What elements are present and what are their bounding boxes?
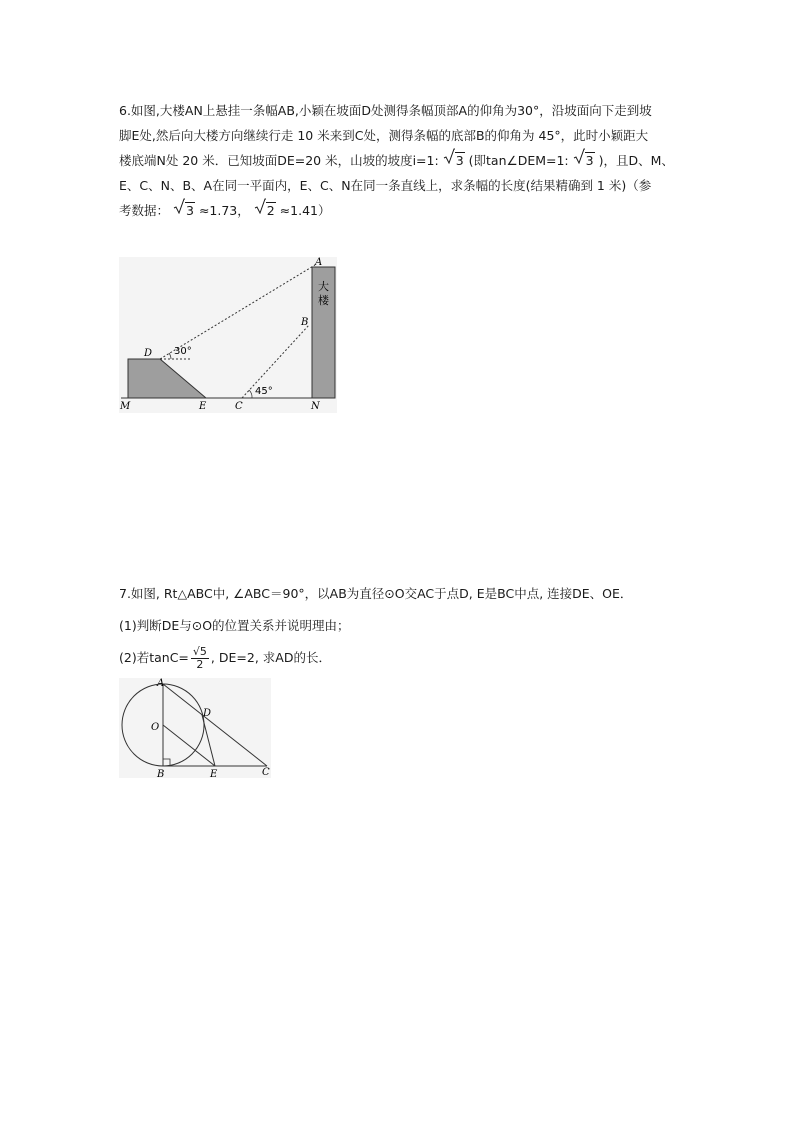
label-e: E	[210, 769, 218, 778]
label-a: A	[315, 257, 323, 268]
circle-triangle-figure	[119, 678, 271, 778]
problem-7-line-1: 7.如图, Rt△ABC中, ∠ABC＝90°，以AB为直径⊙O交AC于点D, E是BC中点, 连接DE、OE．	[119, 586, 633, 601]
label-d: D	[144, 348, 153, 359]
problem-6-line-3	[119, 148, 679, 173]
problem-7-line-3	[119, 642, 679, 674]
sqrt-expression	[173, 198, 195, 223]
label-n: N	[311, 401, 320, 412]
sqrt-expression	[573, 148, 595, 173]
label-b: B	[157, 769, 165, 778]
problem-6-line-3-text-c: (即tan∠DEM=1:	[468, 153, 569, 168]
label-o: O	[151, 722, 160, 733]
angle-label-30: 30°	[174, 346, 192, 357]
radical-sign-icon	[254, 198, 266, 214]
label-c: C	[235, 401, 243, 412]
circle-triangle-diagram	[119, 678, 271, 778]
problem-6-line-4: E、C、N、B、A在同一平面内，E、C、N在同一条直线上，求条幅的长度(结果精确到 1 米)（参	[119, 178, 652, 193]
figure-background	[119, 678, 271, 778]
sqrt-expression	[254, 198, 276, 223]
problem-7-line-3-text-a: (2)若tanC=	[119, 650, 189, 665]
radicand: 2	[266, 203, 275, 218]
problem-6-line-5-text-e: ≈1.41）	[279, 203, 331, 218]
building-text-1: 大	[318, 280, 329, 293]
fraction-numerator: √5	[192, 645, 207, 658]
label-b: B	[301, 317, 309, 328]
label-m: M	[120, 401, 131, 412]
angle-label-45: 45°	[255, 386, 273, 397]
label-e: E	[199, 401, 207, 412]
problem-6-line-5-text-a: 考数据：	[119, 203, 170, 218]
problem-7	[119, 578, 679, 674]
radical-sign-icon	[443, 148, 455, 164]
problem-6	[119, 98, 679, 223]
radicand: 3	[186, 203, 194, 218]
radicand: 3	[455, 153, 464, 168]
fraction-sqrt5-over-2	[191, 646, 209, 671]
fraction-denominator: 2	[196, 658, 204, 671]
building-slope-diagram	[119, 257, 337, 413]
building-slope-figure	[119, 257, 337, 413]
problem-7-line-3-text-b: , DE=2, 求AD的长．	[210, 650, 331, 665]
building-text-2: 楼	[318, 294, 329, 307]
problem-6-line-1: 6.如图,大楼AN上悬挂一条幅AB,小颖在坡面D处测得条幅顶部A的仰角为30°，沿坡面向下走到坡	[119, 103, 652, 118]
label-d: D	[203, 708, 212, 719]
problem-6-line-2: 脚E处,然后向大楼方向继续行走 10 米来到C处，测得条幅的底部B的仰角为 45°，此时小颖距大	[119, 128, 649, 143]
radical-sign-icon	[573, 148, 585, 164]
problem-6-line-5	[119, 198, 679, 223]
label-a: A	[157, 678, 165, 689]
problem-6-line-3-text-e: )，且D、M、	[598, 153, 674, 168]
problem-7-line-2: (1)判断DE与⊙O的位置关系并说明理由；	[119, 618, 350, 633]
label-c: C	[262, 767, 270, 778]
radical-sign-icon	[173, 198, 185, 214]
problem-6-line-3-text-a: 楼底端N处 20 米．已知坡面DE=20 米，山坡的坡度i=1:	[119, 153, 439, 168]
problem-6-line-5-text-c: ≈1.73，	[198, 203, 250, 218]
sqrt-expression	[443, 148, 465, 173]
radicand: 3	[585, 153, 594, 168]
